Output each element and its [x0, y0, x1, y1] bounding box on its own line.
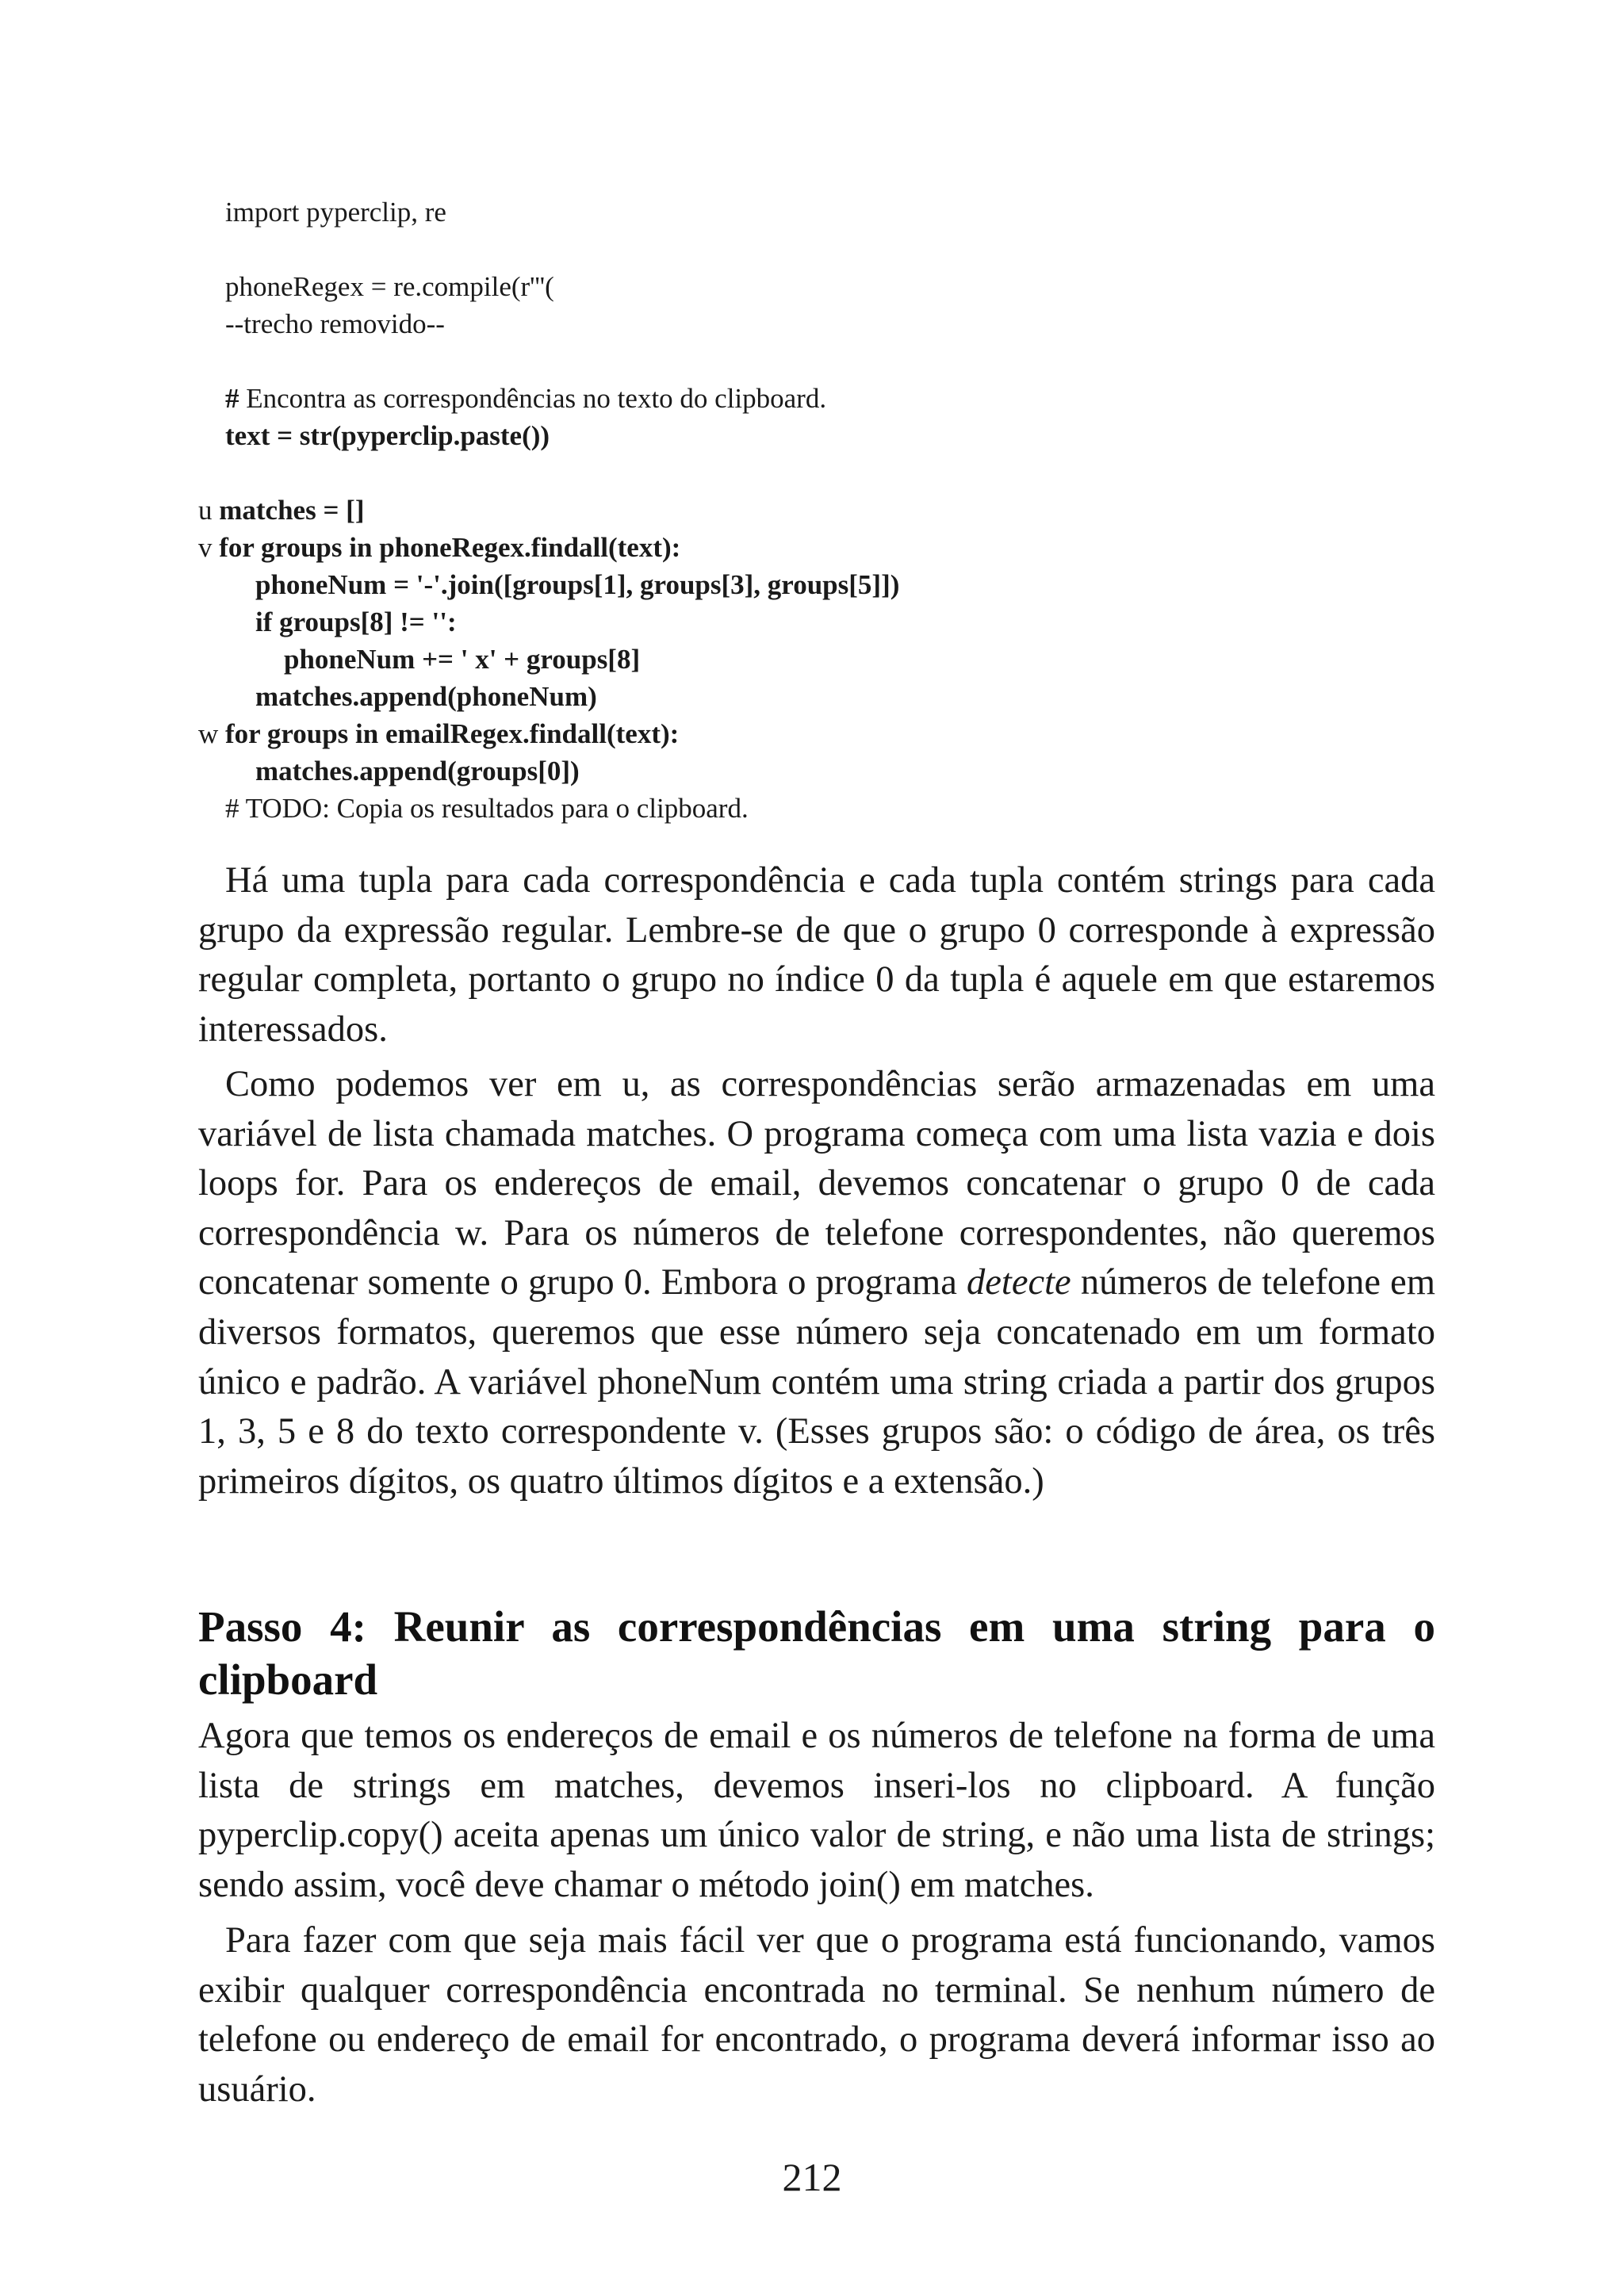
code-line — [198, 641, 1467, 678]
paragraph-matches — [198, 1060, 1435, 1506]
code-line — [198, 193, 1467, 231]
paragraph-clipboard: Agora que temos os endereços de email e os números de telefone na forma de uma lista de strings em matches, devemos inseri-los no clipboard. A função pyperclip.copy() aceita apenas um único valor de string, e não uma lista de strings; sendo assim, você deve chamar o método join() em matches. — [198, 1716, 1435, 1905]
code-blank-line — [198, 454, 1467, 492]
code-line — [198, 603, 1467, 641]
code-line — [198, 790, 1467, 827]
code-text: --trecho removido-- — [225, 308, 445, 339]
code-line — [198, 752, 1467, 790]
code-listing — [198, 193, 1467, 827]
section-heading: Passo 4: Reunir as correspondências em uma string para o clipboard — [198, 1602, 1435, 1704]
code-text: import pyperclip, re — [225, 197, 446, 228]
code-line — [198, 305, 1467, 342]
code-marker: u — [198, 495, 213, 526]
code-line — [198, 380, 1467, 417]
code-text: if groups[8] != '': — [255, 607, 457, 637]
code-line — [198, 492, 1467, 529]
code-text: matches.append(groups[0]) — [255, 756, 580, 786]
code-text: phoneNum = '-'.join([groups[1], groups[3], groups[5]]) — [255, 569, 900, 600]
paragraph-tuple: Há uma tupla para cada correspondência e cada tupla contém strings para cada grupo da expressão regular. Lembre-se de que o grupo 0 corresponde à expressão regular completa, portanto o grupo no índice 0 da tupla é aquele em que estaremos interessados. — [198, 860, 1435, 1050]
code-comment-hash: # — [225, 383, 239, 414]
code-line — [198, 529, 1467, 566]
code-line — [198, 715, 1467, 752]
code-text: # TODO: Copia os resultados para o clipboard. — [225, 793, 749, 824]
code-text: for groups in phoneRegex.findall(text): — [219, 532, 681, 563]
code-blank-line — [198, 342, 1467, 380]
code-text: matches.append(phoneNum) — [255, 681, 597, 712]
code-comment-text: Encontra as correspondências no texto do clipboard. — [239, 383, 827, 414]
code-text: phoneNum += ' x' + groups[8] — [284, 644, 641, 675]
code-marker: w — [198, 718, 219, 749]
code-line — [198, 417, 1467, 454]
code-line — [198, 268, 1467, 305]
code-text: text = str(pyperclip.paste()) — [225, 420, 550, 451]
emphasis-text: detecte — [967, 1262, 1071, 1303]
code-text: phoneRegex = re.compile(r'''( — [225, 271, 554, 302]
code-marker: v — [198, 532, 213, 563]
page-number: 212 — [782, 2155, 842, 2199]
paragraph-terminal: Para fazer com que seja mais fácil ver que o programa está funcionando, vamos exibir qualquer correspondência encontrada no terminal. Se nenhum número de telefone ou endereço de email for encontrado, o programa deverá informar isso ao usuário. — [198, 1920, 1435, 2110]
code-blank-line — [198, 231, 1467, 268]
paragraph-text: Como podemos ver em u, as correspondências serão armazenadas em uma variável de lista chamada matches. O programa começa com uma lista vazia e dois loops for. Para os endereços de email, devemos concatenar o grupo 0 de cada correspondência w. Para os números de telefone correspondentes, não queremos concatenar somente o grupo 0. Embora o programa — [198, 1064, 1435, 1303]
code-text: for groups in emailRegex.findall(text): — [225, 718, 680, 749]
paragraph-text: números de telefone em diversos formatos, queremos que esse número seja concatenado em um formato único e padrão. A variável phoneNum contém uma string criada a partir dos grupos 1, 3, 5 e 8 do texto correspondente v. (Esses grupos são: o código de área, os três primeiros dígitos, os quatro últimos dígitos e a extensão.) — [198, 1262, 1435, 1502]
code-line — [198, 566, 1467, 603]
code-text: matches = [] — [219, 495, 365, 526]
code-line — [198, 678, 1467, 715]
